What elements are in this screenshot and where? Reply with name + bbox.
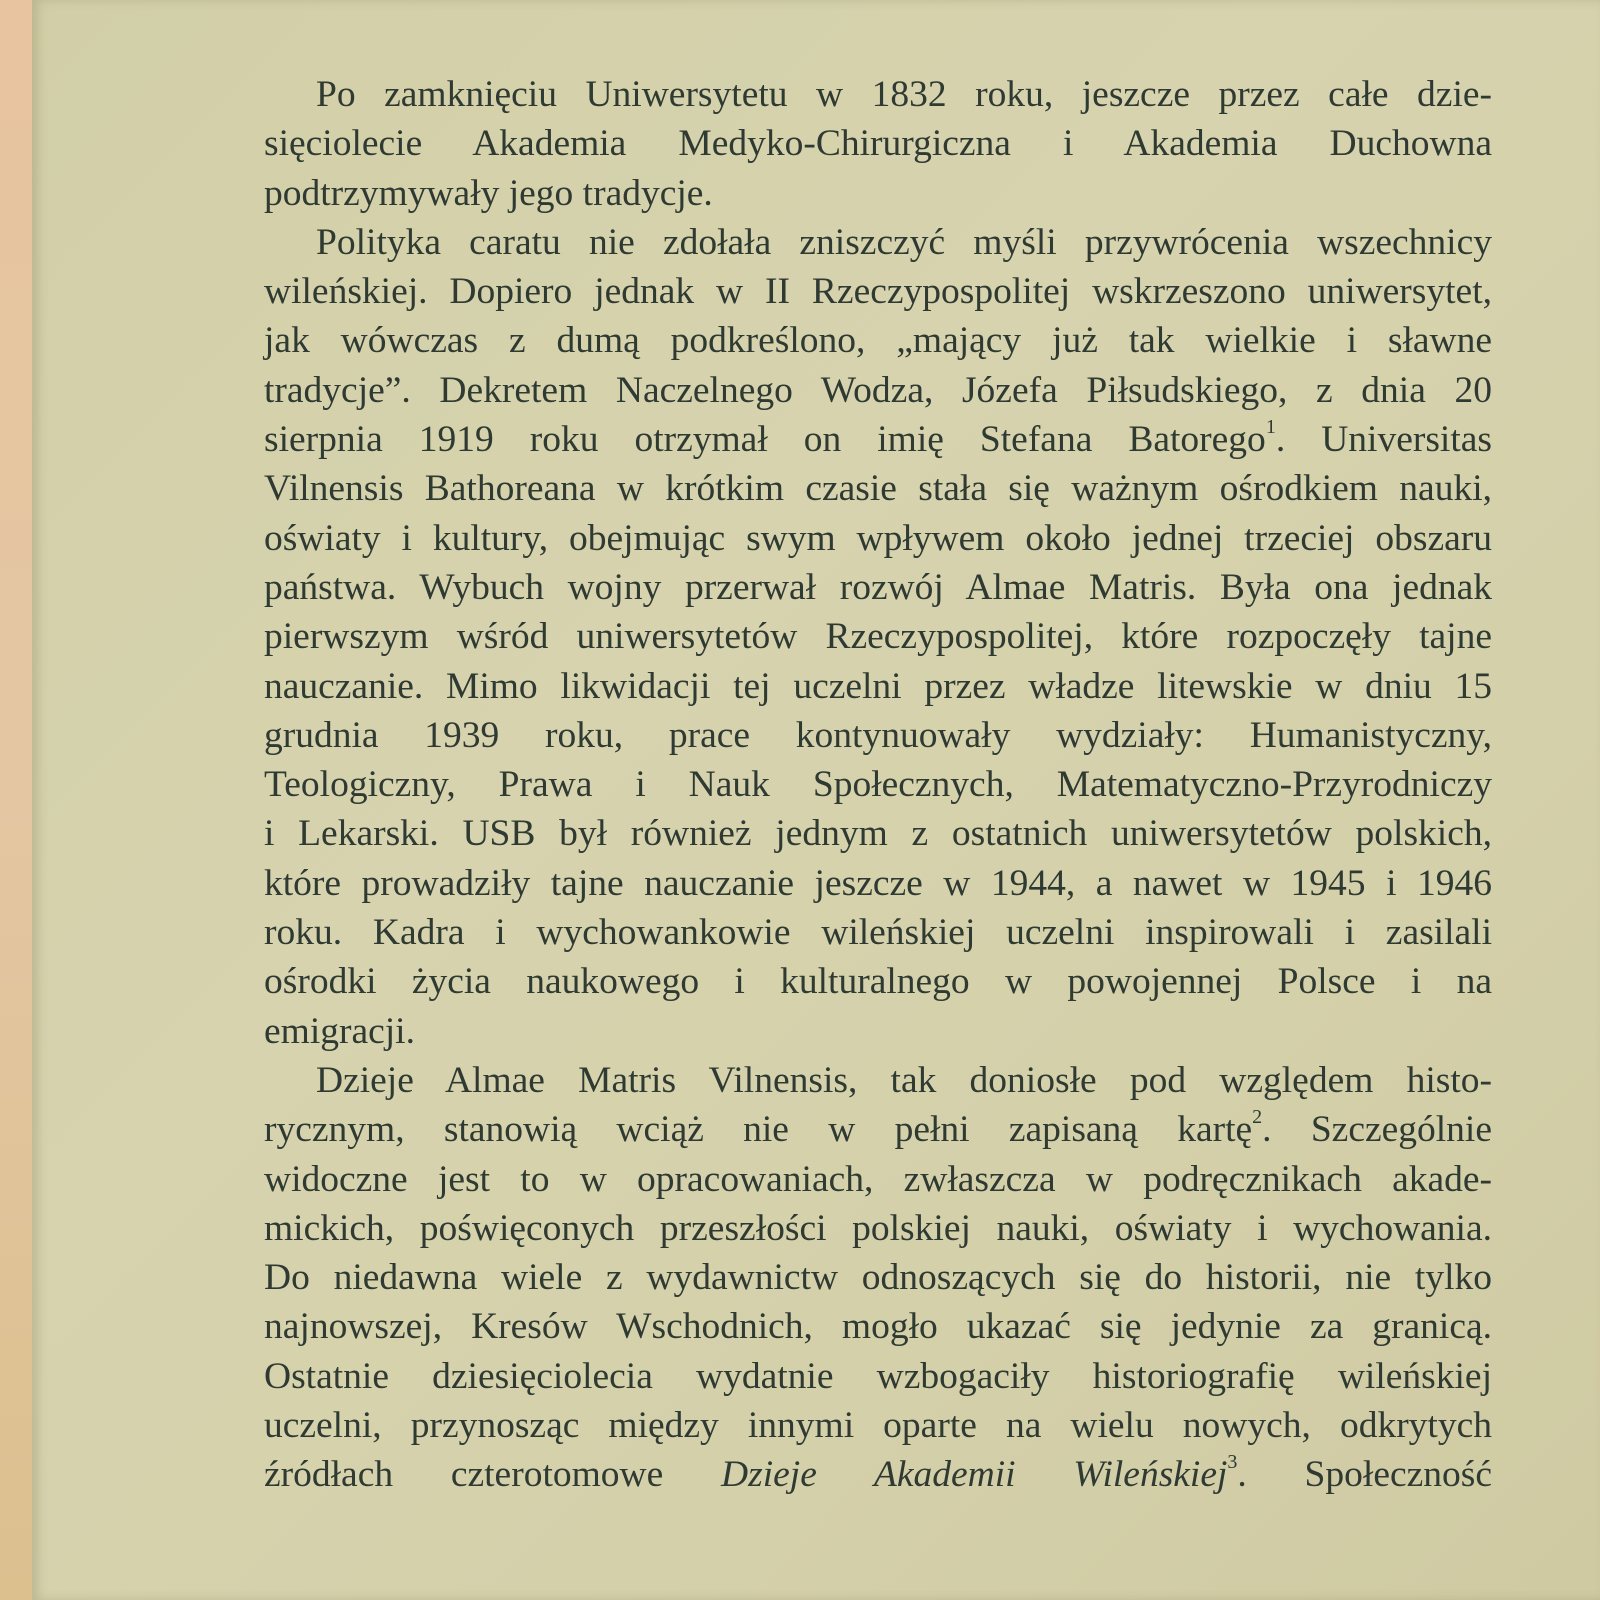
text-segment: rycznym, stanowią wciąż nie w pełni zapisaną kartę bbox=[264, 1109, 1253, 1151]
book-page bbox=[32, 0, 1600, 1600]
text-line: ośrodki życia naukowego i kulturalnego w powojennej Polsce i na bbox=[264, 961, 1492, 1003]
text-line: które prowadziły tajne nauczanie jeszcze w 1944, a nawet w 1945 i 1946 bbox=[264, 862, 1492, 904]
text-line: Do niedawna wiele z wydawnictw odnoszących się do historii, nie tylko bbox=[264, 1257, 1492, 1299]
text-segment: . Universitas bbox=[1275, 419, 1492, 461]
text-line bbox=[264, 415, 1492, 464]
text-segment: źródłach czterotomowe bbox=[264, 1454, 722, 1496]
text-segment: . Szczególnie bbox=[1262, 1109, 1492, 1151]
body-text bbox=[264, 70, 1492, 1500]
text-line: podtrzymywały jego tradycje. bbox=[264, 172, 713, 214]
footnote-marker: 1 bbox=[1265, 416, 1276, 439]
text-line: grudnia 1939 roku, prace kontynuowały wydziały: Humanistyczny, bbox=[264, 714, 1492, 756]
text-segment: sierpnia 1919 roku otrzymał on imię Stefana Batorego bbox=[264, 419, 1266, 461]
text-line: nauczanie. Mimo likwidacji tej uczelni przez władze litewskie w dniu 15 bbox=[264, 665, 1492, 707]
text-line: emigracji. bbox=[264, 1010, 415, 1052]
text-line bbox=[264, 1450, 1492, 1499]
text-line: Dzieje Almae Matris Vilnensis, tak doniosłe pod względem histo- bbox=[316, 1059, 1492, 1101]
text-line: Ostatnie dziesięciolecia wydatnie wzbogaciły historiografię wileńskiej bbox=[264, 1355, 1492, 1397]
text-line: Teologiczny, Prawa i Nauk Społecznych, Matematyczno-Przyrodniczy bbox=[264, 764, 1492, 806]
text-line: widoczne jest to w opracowaniach, zwłaszcza w podręcznikach akade- bbox=[264, 1158, 1492, 1200]
text-line: Vilnensis Bathoreana w krótkim czasie stała się ważnym ośrodkiem nauki, bbox=[264, 468, 1492, 510]
text-line: Polityka caratu nie zdołała zniszczyć myśli przywrócenia wszechnicy bbox=[316, 221, 1492, 263]
text-line bbox=[264, 1105, 1492, 1154]
text-line: roku. Kadra i wychowankowie wileńskiej uczelni inspirowali i zasilali bbox=[264, 912, 1492, 954]
text-line: oświaty i kultury, obejmując swym wpływem około jednej trzeciej obszaru bbox=[264, 517, 1492, 559]
text-line: uczelni, przynosząc między innymi oparte na wielu nowych, odkrytych bbox=[264, 1405, 1492, 1447]
text-line: tradycje”. Dekretem Naczelnego Wodza, Józefa Piłsudskiego, z dnia 20 bbox=[264, 369, 1492, 411]
text-line: mickich, poświęconych przeszłości polskiej nauki, oświaty i wychowania. bbox=[264, 1207, 1492, 1249]
footnote-marker: 2 bbox=[1252, 1106, 1263, 1129]
text-line: wileńskiej. Dopiero jednak w II Rzeczypospolitej wskrzeszono uniwersytet, bbox=[264, 271, 1492, 313]
text-line: sięciolecie Akademia Medyko-Chirurgiczna i Akademia Duchowna bbox=[264, 123, 1492, 165]
text-line: pierwszym wśród uniwersytetów Rzeczypospolitej, które rozpoczęły tajne bbox=[264, 616, 1492, 658]
book-title: Dzieje Akademii Wileńskiej bbox=[721, 1454, 1228, 1496]
text-line: jak wówczas z dumą podkreślono, „mający już tak wielkie i sławne bbox=[264, 320, 1492, 362]
text-line: i Lekarski. USB był również jednym z ostatnich uniwersytetów polskich, bbox=[264, 813, 1492, 855]
text-segment: . Społeczność bbox=[1237, 1454, 1493, 1496]
text-line: państwa. Wybuch wojny przerwał rozwój Almae Matris. Była ona jednak bbox=[264, 566, 1492, 608]
footnote-marker: 3 bbox=[1227, 1451, 1238, 1474]
text-line: najnowszej, Kresów Wschodnich, mogło ukazać się jedynie za granicą. bbox=[264, 1306, 1492, 1348]
text-line: Po zamknięciu Uniwersytetu w 1832 roku, jeszcze przez całe dzie- bbox=[316, 74, 1492, 115]
